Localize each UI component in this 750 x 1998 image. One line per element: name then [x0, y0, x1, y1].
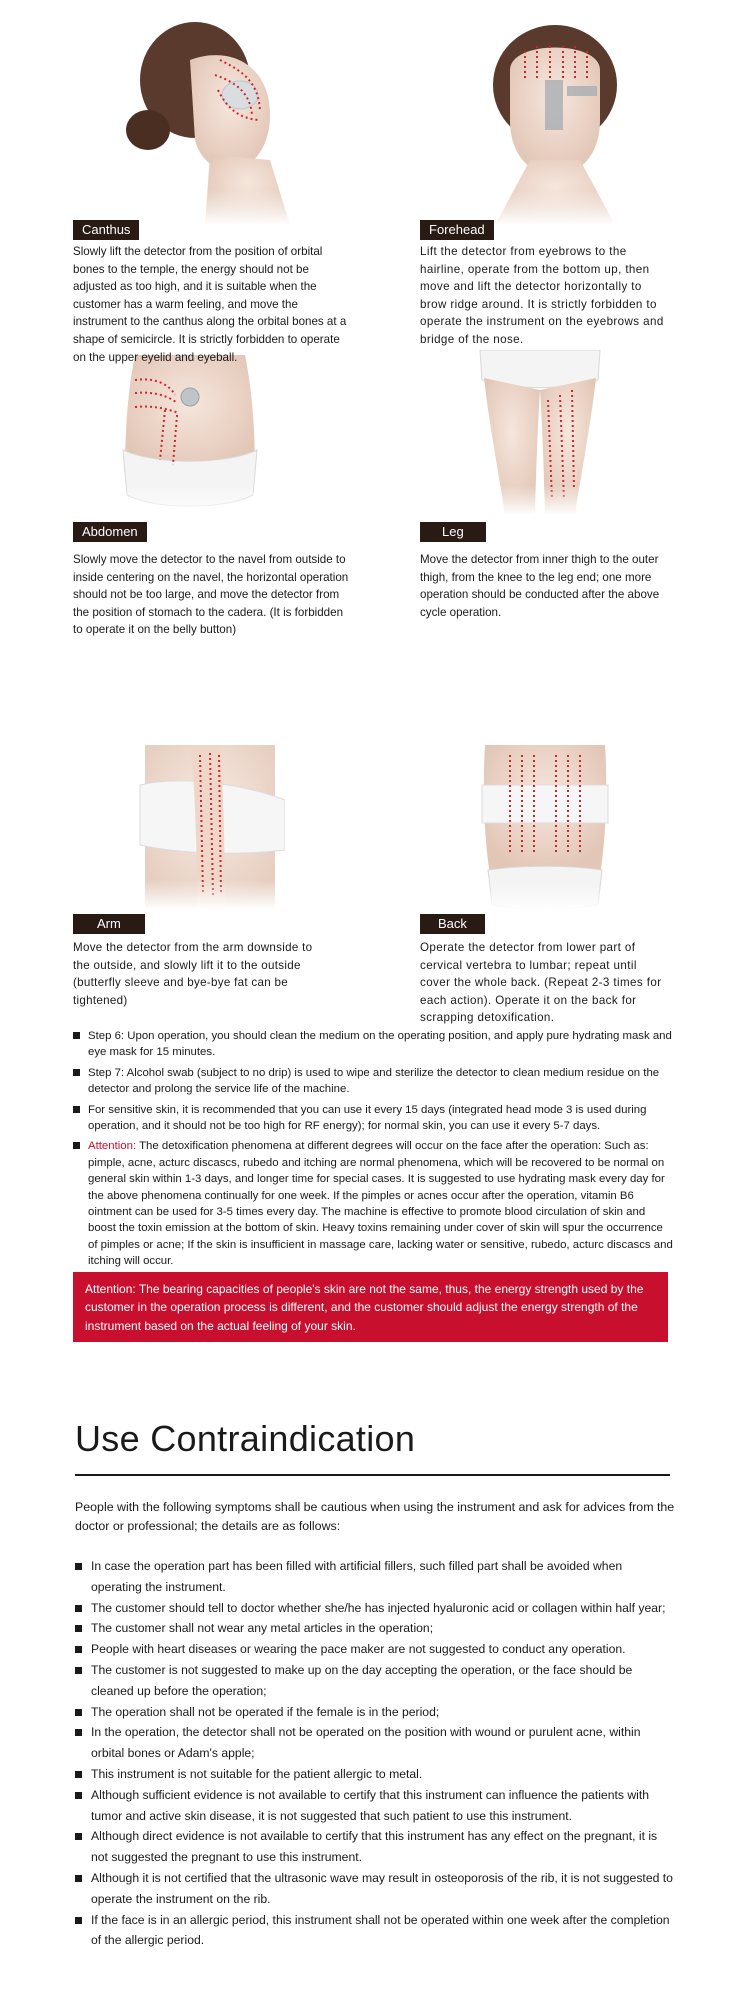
arm-photo: [135, 745, 285, 910]
section-label-abdomen: Abdomen: [73, 522, 147, 542]
abdomen-photo: [115, 355, 265, 520]
section-label-arm: Arm: [73, 914, 145, 934]
list-item: [73, 1138, 673, 1269]
attention-keyword: Attention:: [88, 1140, 137, 1153]
contraindication-list: [75, 1556, 675, 1951]
list-item: Although it is not certified that the ultrasonic wave may result in osteoporosis of the rib, it is not suggested to operate the instrument on the rib.: [75, 1868, 675, 1910]
list-item: The customer shall not wear any metal articles in the operation;: [75, 1618, 675, 1639]
section-text-forehead: Lift the detector from eyebrows to the hairline, operate from the bottom up, then move and lift the detector horizontally to brow ridge around. It is strictly forbidden to operate the instrument on the eyebrows and bridge of the nose.: [420, 245, 664, 346]
leg-photo: [470, 350, 610, 515]
section-label-forehead: Forehead: [420, 220, 494, 240]
page-title: Use Contraindication: [75, 1418, 416, 1459]
list-item: If the face is in an allergic period, this instrument shall not be operated within one week after the completion of the allergic period.: [75, 1910, 675, 1952]
list-item: In the operation, the detector shall not be operated on the position with wound or purulent acne, within orbital bones or Adam's apple;: [75, 1722, 675, 1764]
list-item: This instrument is not suitable for the patient allergic to metal.: [75, 1764, 675, 1785]
face-forehead-photo: [455, 20, 655, 225]
section-label-leg: Leg: [420, 522, 486, 542]
face-canthus-photo: [120, 20, 320, 225]
attention-notice: Attention: The bearing capacities of people's skin are not the same, thus, the energy strength used by the customer in the operation process is different, and the customer should adjust the energy strength of the instrument based on the actual feeling of your skin.: [73, 1272, 668, 1342]
list-item: Although sufficient evidence is not available to certify that this instrument can influence the patients with tumor and active skin disease, it is not suggested that such patient to use this instrument.: [75, 1785, 675, 1827]
title-divider: [75, 1474, 670, 1476]
contraindication-intro: People with the following symptoms shall be cautious when using the instrument and ask for advices from the doctor or professional; the details are as follows:: [75, 1500, 675, 1533]
steps-list: [73, 1028, 673, 1274]
list-item: The customer is not suggested to make up on the day accepting the operation, or the face should be cleaned up before the operation;: [75, 1660, 675, 1702]
list-item: The customer should tell to doctor whether she/he has injected hyaluronic acid or collagen within half year;: [75, 1598, 675, 1619]
section-label-back: Back: [420, 914, 485, 934]
list-item: The operation shall not be operated if the female is in the period;: [75, 1702, 675, 1723]
attention-text: The detoxification phenomena at different degrees will occur on the face after the operation: Such as: pimple, acne, acturc discascs, rubedo and itching are normal phenomena, which will be recovered to be normal on general skin within 1-3 days, and longer time for special cases. It is suggested to use hydrating mask every day for the above phenomena continually for one week. If the pimples or acnes occur after the operation, vitamin B6 ointment can be used for 3-5 times every day. The machine is effective to promote blood circulation of skin and boost the toxin emission at the bottom of skin. Heavy toxins remaining under cover of skin will spur the occurrence of pimples or acne; If the skin is insufficient in massage care, lacking water or sensitive, rubedo, acturc discascs and itching will occur.: [88, 1140, 673, 1268]
section-text-abdomen: Slowly move the detector to the navel from outside to inside centering on the navel, the horizontal operation should not be too large, and move the detector from the position of stomach to the cadera. (It is forbidden to operate it on the belly button): [73, 553, 349, 637]
section-text-arm: Move the detector from the arm downside to the outside, and slowly lift it to the outside (butterfly sleeve and bye-bye fat can be tightened): [73, 941, 313, 1007]
section-text-back: Operate the detector from lower part of cervical vertebra to lumbar; repeat until cover the whole back. (Repeat 2-3 times for each action). Operate it on the back for scrapping detoxification.: [420, 941, 662, 1025]
section-text-canthus: Slowly lift the detector from the position of orbital bones to the temple, the energy should not be adjusted as too high, and it is suitable when the customer has a warm feeling, and move the instrument to the canthus along the orbital bones at a shape of semicircle. It is strictly forbidden to operate on the upper eyelid and eyeball.: [73, 245, 347, 364]
back-photo: [470, 745, 620, 910]
list-item: Step 6: Upon operation, you should clean the medium on the operating position, and apply pure hydrating mask and eye mask for 15 minutes.: [73, 1028, 673, 1061]
list-item: Although direct evidence is not available to certify that this instrument has any effect on the pregnant, it is not suggested the pregnant to use this instrument.: [75, 1826, 675, 1868]
list-item: In case the operation part has been filled with artificial fillers, such filled part shall be avoided when operating the instrument.: [75, 1556, 675, 1598]
section-label-canthus: Canthus: [73, 220, 139, 240]
section-text-leg: Move the detector from inner thigh to the outer thigh, from the knee to the leg end; one more operation should be conducted after the above cycle operation.: [420, 553, 660, 619]
list-item: People with heart diseases or wearing the pace maker are not suggested to conduct any operation.: [75, 1639, 675, 1660]
list-item: Step 7: Alcohol swab (subject to no drip) is used to wipe and sterilize the detector to clean medium residue on the detector and prolong the service life of the machine.: [73, 1065, 673, 1098]
list-item: For sensitive skin, it is recommended that you can use it every 15 days (integrated head mode 3 is used during operation, and it should not be too high for RF energy); for normal skin, you can use it every 5-7 days.: [73, 1102, 673, 1135]
